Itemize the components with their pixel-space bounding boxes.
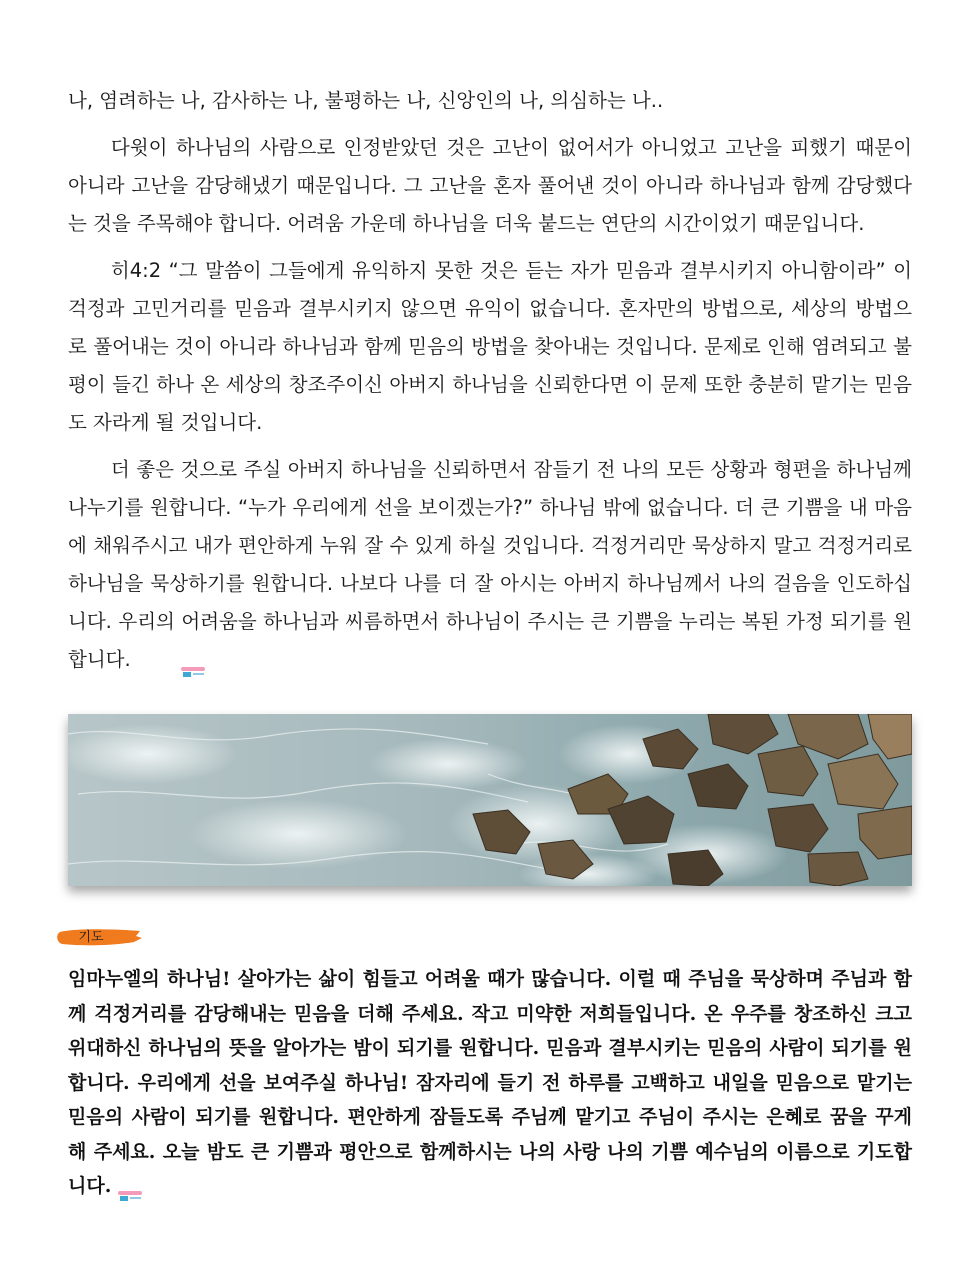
prayer-body: 임마누엘의 하나님! 살아가는 삶이 힘들고 어려울 때가 많습니다. 이럴 때 주님을 묵상하며 주님과 함께 걱정거리를 감당해내는 믿음을 더해 주세요. 작고 미약한 저희들입니다. 온 우주를 창조하신 크고 위대하신 하나님의 뜻을 알아가는 밤이 되기를 원합니다. 믿음과 결부시키는 믿음의 사람이 되기를 원합니다. 우리에게 선을 보여주실 하나님! 잠자리에 들기 전 하루를 고백하고 내일을 믿음으로 맡기는 믿음의 사람이 되기를 원합니다. 편안하게 잠들도록 주님께 맡기고 주님이 주시는 은혜로 꿈을 꾸게 해 주세요. 오늘 밤도 큰 기쁨과 평안으로 함께하시는 나의 사랑 나의 기쁨 예수님의 이름으로 기도합니다.: [68, 968, 912, 1197]
paragraph-4: [68, 451, 912, 679]
paragraph-1: 나, 염려하는 나, 감사하는 나, 불평하는 나, 신앙인의 나, 의심하는 나..: [68, 89, 664, 112]
paragraph-4-text: 더 좋은 것으로 주실 아버지 하나님을 신뢰하면서 잠들기 전 나의 모든 상황과 형편을 하나님께 나누기를 원합니다. “누가 우리에게 선을 보이겠는가?” 하나님 밖에 없습니다. 더 큰 기쁨을 내 마음에 채워주시고 내가 편안하게 누워 잘 수 있게 하실 것입니다. 걱정거리만 묵상하지 말고 걱정거리로 하나님을 묵상하기를 원합니다. 나보다 나를 더 잘 아시는 아버지 하나님께서 나의 걸음을 인도하십니다. 우리의 어려움을 하나님과 씨름하면서 하나님이 주시는 큰 기쁨을 누리는 복된 가정 되기를 원합니다.: [68, 458, 912, 671]
prayer-text: [68, 962, 912, 1204]
article-body: [68, 82, 912, 688]
magazine-logo-icon: [117, 1180, 143, 1194]
sea-rocks-photo: [68, 714, 912, 886]
prayer-label: 기도: [78, 929, 104, 944]
paragraph-3: 히4:2 “그 말씀이 그들에게 유익하지 못한 것은 듣는 자가 믿음과 결부시키지 아니함이라” 이 걱정과 고민거리를 믿음과 결부시키지 않으면 유익이 없습니다. 혼자만의 방법으로, 세상의 방법으로 풀어내는 것이 아니라 하나님과 함께 믿음의 방법을 찾아내는 것입니다. 문제로 인해 염려되고 불평이 들긴 하나 온 세상의 창조주이신 아버지 하나님을 신뢰한다면 이 문제 또한 충분히 맡기는 믿음도 자라게 될 것입니다.: [68, 259, 912, 434]
prayer-badge: [56, 926, 142, 948]
magazine-logo-icon: [137, 654, 163, 668]
paragraph-2: 다윗이 하나님의 사람으로 인정받았던 것은 고난이 없어서가 아니었고 고난을 피했기 때문이 아니라 고난을 감당해냈기 때문입니다. 그 고난을 혼자 풀어낸 것이 아니라 하나님과 함께 감당했다는 것을 주목해야 합니다. 어려움 가운데 하나님을 더욱 붙드는 연단의 시간이었기 때문입니다.: [68, 136, 912, 235]
